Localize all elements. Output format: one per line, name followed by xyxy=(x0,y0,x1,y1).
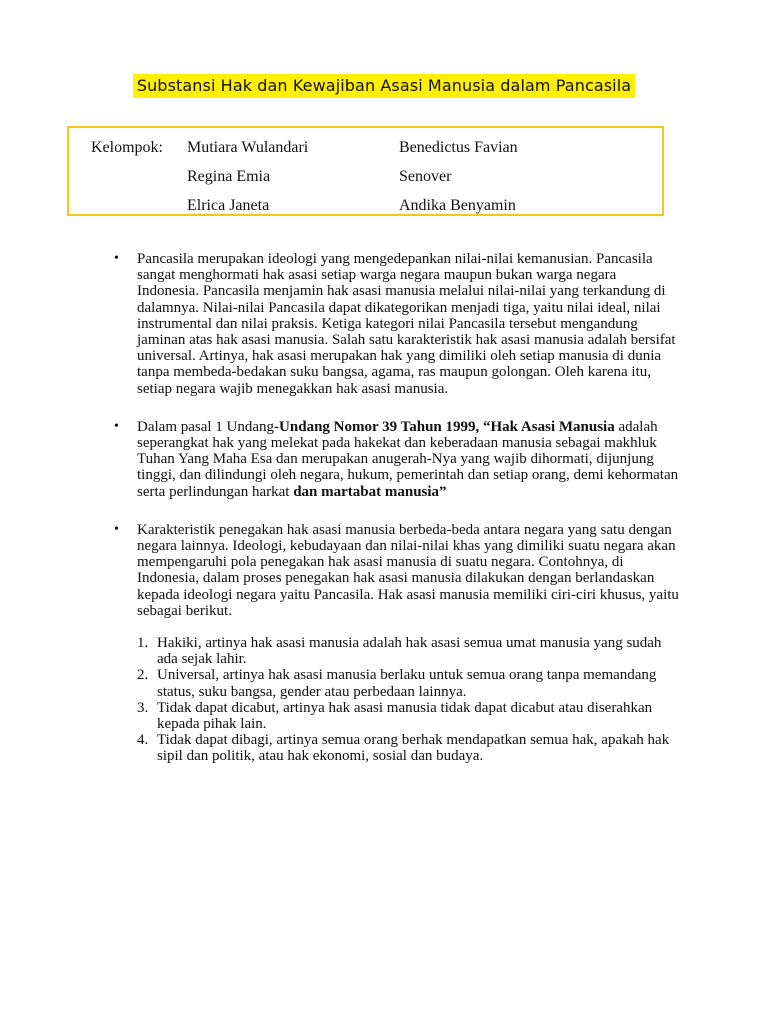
list-number: 3. xyxy=(137,699,149,716)
bullet-paragraph xyxy=(112,419,682,500)
list-number: 1. xyxy=(137,635,149,652)
list-number: 4. xyxy=(137,732,149,749)
member-name: Regina Emia xyxy=(187,168,271,185)
paragraph-text: • Pancasila merupakan ideologi yang mengedepankan nilai-nilai kemanusian. Pancasila sangat menghormati hak asasi setiap warga negara maupun bukan warga negara Indonesia. Pancasila menjamin hak asasi manusia melalui nilai-nilai yang terkandung di dalamnya. Nilai-nilai Pancasila dapat dikategorikan menjadi tiga, yaitu nilai ideal, nilai instrumental dan nilai praksis. Ketiga kategori nilai Pancasila tersebut mengandung jaminan atas hak asasi manusia. Salah satu karakteristik hak asasi manusia adalah bersifat universal. Artinya, hak asasi merupakan hak yang dimiliki oleh setiap manusia di dunia tanpa membeda-bedakan suku bangsa, agama, ras maupun golongan. Oleh karena itu, setiap negara wajib menegakkan hak asasi manusia. xyxy=(137,251,676,397)
member-name: Elrica Janeta xyxy=(187,197,270,214)
list-item-text: Hakiki, artinya hak asasi manusia adalah hak asasi semua umat manusia yang sudah ada sejak lahir. xyxy=(157,635,662,668)
list-item-text: Tidak dapat dibagi, artinya semua orang berhak mendapatkan semua hak, apakah hak sipil dan politik, atau hak ekonomi, sosial dan budaya. xyxy=(157,732,670,765)
features-list xyxy=(112,635,682,765)
member-name: Benedictus Favian xyxy=(399,139,518,156)
group-label: Kelompok: xyxy=(91,139,163,156)
paragraph-run: adalah seperangkat hak yang melekat pada hakekat dan keberadaan manusia sebagai makhluk Tuhan Yang Maha Esa dan merupakan anugerah-Nya yang wajib dihormati, dijunjung tinggi, dan dilindungi oleh negara, hukum, pemerintah dan setiap orang, demi kehormatan serta perlindungan harkat xyxy=(137,418,679,500)
group-members-box xyxy=(67,126,664,216)
member-name: Andika Benyamin xyxy=(399,197,516,214)
document-title: Substansi Hak dan Kewajiban Asasi Manusia dalam Pancasila xyxy=(133,74,635,98)
quote-end: dan martabat manusia” xyxy=(293,483,447,500)
member-name: Mutiara Wulandari xyxy=(187,139,309,156)
paragraph-run: Dalam pasal 1 Undang- xyxy=(137,418,280,435)
list-number: 2. xyxy=(137,667,149,684)
paragraph-text: • Karakteristik penegakan hak asasi manusia berbeda-beda antara negara yang satu dengan negara lainnya. Ideologi, kebudayaan dan nilai-nilai khas yang dimiliki suatu negara akan mempengaruhi pola penegakan hak asasi manusia di suatu negara. Contohnya, di Indonesia, dalam proses penegakan hak asasi manusia dilakukan dengan berlandaskan kepada ideologi negara yaitu Pancasila. Hak asasi manusia memiliki ciri-ciri khusus, yaitu sebagai berikut. xyxy=(137,521,679,619)
member-name: Senover xyxy=(399,168,452,185)
list-item xyxy=(137,667,682,699)
bullet-paragraph xyxy=(112,522,682,619)
paragraph-text xyxy=(137,419,682,500)
list-item xyxy=(137,635,682,667)
list-item xyxy=(137,732,682,764)
title-wrap xyxy=(0,74,768,98)
bullet-paragraph xyxy=(112,251,682,397)
document-body xyxy=(112,251,682,765)
list-item xyxy=(137,700,682,732)
list-item-text: Universal, artinya hak asasi manusia berlaku untuk semua orang tanpa memandang status, suku bangsa, gender atau perbedaan lainnya. xyxy=(157,667,657,700)
law-citation: Undang Nomor 39 Tahun 1999, “Hak Asasi Manusia xyxy=(279,418,615,435)
list-item-text: Tidak dapat dicabut, artinya hak asasi manusia tidak dapat dicabut atau diserahkan kepada pihak lain. xyxy=(157,699,653,733)
